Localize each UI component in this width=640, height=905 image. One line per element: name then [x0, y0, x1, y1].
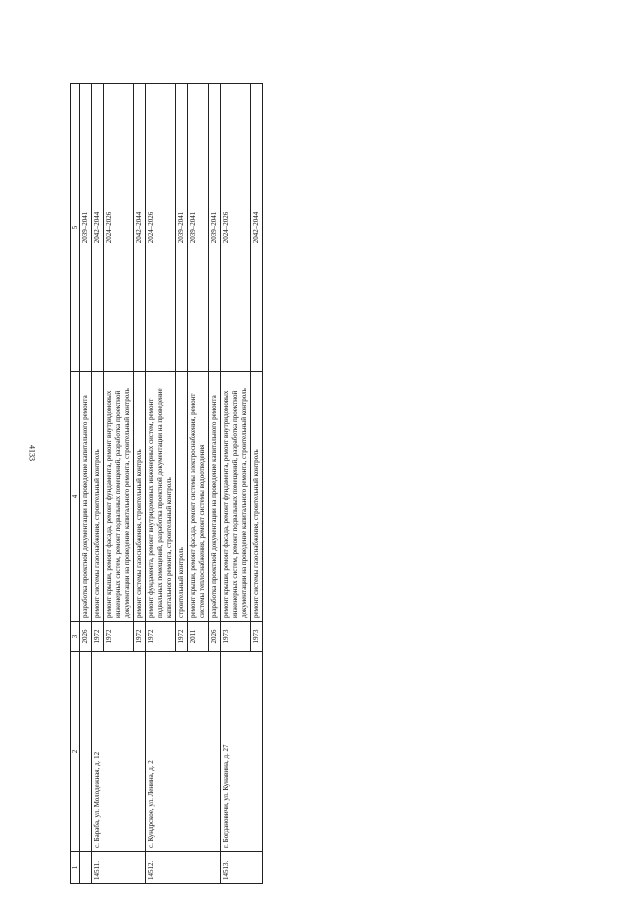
header-col-1: 1: [71, 852, 80, 884]
year-cell: 1973: [221, 622, 251, 652]
work-cell: разработка проектной документации на проведение капитального ремонта: [80, 372, 92, 622]
year-cell: 1973: [251, 622, 263, 652]
row-number-cell: 14513.: [221, 852, 263, 884]
table-row: [146, 84, 176, 884]
year-cell: 2011: [188, 622, 209, 652]
period-cell: 2042–2044: [251, 84, 263, 372]
rotated-table-container: [70, 84, 570, 884]
header-row: [71, 84, 80, 884]
year-cell: 1972: [134, 622, 146, 652]
period-cell: 2024–2026: [104, 84, 134, 372]
page-number: 4133: [27, 445, 37, 461]
work-cell: строительный контроль: [176, 372, 188, 622]
capital-repair-table: [70, 83, 263, 884]
work-cell: разработка проектной документации на проведение капитального ремонта: [209, 372, 221, 622]
address-cell: [80, 652, 92, 852]
row-number-cell: 14512.: [146, 852, 221, 884]
year-cell: 1972: [92, 622, 104, 652]
period-cell: 2042–2044: [92, 84, 104, 372]
work-cell: ремонт системы газоснабжения, строительный контроль: [134, 372, 146, 622]
year-cell: 1972: [176, 622, 188, 652]
table-row: [221, 84, 251, 884]
year-cell: 2026: [209, 622, 221, 652]
header-col-5: 5: [71, 84, 80, 372]
table-row: [80, 84, 92, 884]
period-cell: 2042–2044: [134, 84, 146, 372]
work-cell: ремонт крыши, ремонт фасада, ремонт фундамента, ремонт внутридомовых инженерных систем, ремонт подвальных помещений, разработка проектной документации на проведение капитального ремонта, строительный контроль: [104, 372, 134, 622]
period-cell: 2039–2041: [176, 84, 188, 372]
period-cell: 2024–2026: [146, 84, 176, 372]
header-col-2: 2: [71, 652, 80, 852]
address-cell: с. Бараба, ул. Молодежная, д. 12: [92, 652, 146, 852]
header-col-3: 3: [71, 622, 80, 652]
year-cell: 1972: [104, 622, 134, 652]
table-row: [92, 84, 104, 884]
period-cell: 2039–2041: [188, 84, 209, 372]
row-number-cell: [80, 852, 92, 884]
year-cell: 2026: [80, 622, 92, 652]
work-cell: ремонт системы газоснабжения, строительный контроль: [92, 372, 104, 622]
work-cell: ремонт крыши, ремонт фасада, ремонт системы электроснабжения, ремонт системы теплоснабжения, ремонт системы водоотведения: [188, 372, 209, 622]
work-cell: ремонт системы газоснабжения, строительный контроль: [251, 372, 263, 622]
row-number-cell: 14511.: [92, 852, 146, 884]
work-cell: ремонт крыши, ремонт фасада, ремонт фундамента, ремонт внутридомовых инженерных систем, ремонт подвальных помещений, разработка проектной документации на проведение капитального ремонта, строительный контроль: [221, 372, 251, 622]
period-cell: 2039–2041: [209, 84, 221, 372]
address-cell: с. Кундрское, ул. Ленина, д. 2: [146, 652, 221, 852]
address-cell: г. Богдановичи, ул. Кунавина, д. 27: [221, 652, 263, 852]
work-cell: ремонт фундамента, ремонт внутридомовых инженерных систем, ремонт подвальных помещений, разработка проектной документации на проведение капитального ремонта, строительный контроль: [146, 372, 176, 622]
header-col-4: 4: [71, 372, 80, 622]
period-cell: 2039–2041: [80, 84, 92, 372]
year-cell: 1972: [146, 622, 176, 652]
period-cell: 2024–2026: [221, 84, 251, 372]
